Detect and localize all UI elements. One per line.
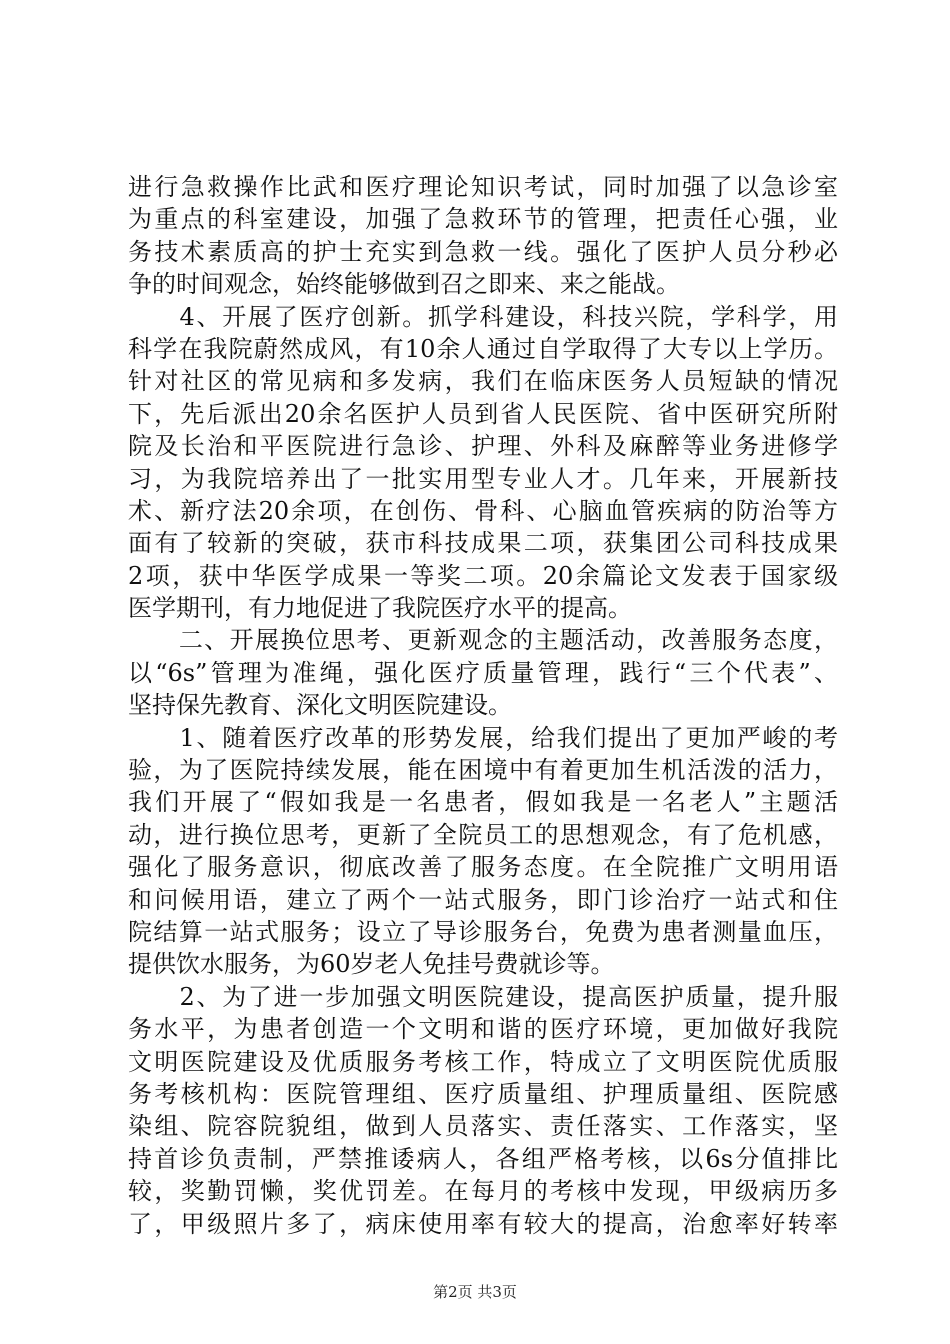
text-line: 和问候用语，建立了两个一站式服务，即门诊治疗一站式和住 xyxy=(128,885,838,914)
text-line: 提供饮水服务，为60岁老人免挂号费就诊等。 xyxy=(128,950,615,979)
text-line: 坚持保先教育、深化文明医院建设。 xyxy=(128,691,512,720)
text-line: 2、为了进一步加强文明医院建设，提高医护质量，提升服 xyxy=(128,982,838,1011)
text-line: 文明医院建设及优质服务考核工作，特成立了文明医院优质服 xyxy=(128,1047,838,1076)
text-line: 面有了较新的突破，获市科技成果二项，获集团公司科技成果 xyxy=(128,529,838,558)
text-line: 强化了服务意识，彻底改善了服务态度。在全院推广文明用语 xyxy=(128,853,838,882)
text-line: 争的时间观念，始终能够做到召之即来、来之能战。 xyxy=(128,270,680,299)
text-line: 务水平，为患者创造一个文明和谐的医疗环境，更加做好我院 xyxy=(128,1015,838,1044)
text-line: 院及长治和平医院进行急诊、护理、外科及麻醉等业务进修学 xyxy=(128,432,838,461)
text-line: 较，奖勤罚懒，奖优罚差。在每月的考核中发现，甲级病历多 xyxy=(128,1177,838,1206)
body-text xyxy=(128,171,838,1240)
text-line: 医学期刊，有力地促进了我院医疗水平的提高。 xyxy=(128,594,632,623)
text-line: 我们开展了“假如我是一名患者，假如我是一名老人”主题活 xyxy=(128,788,838,817)
text-line: 持首诊负责制，严禁推诿病人，各组严格考核，以6s分值排比 xyxy=(128,1144,838,1173)
text-line: 针对社区的常见病和多发病，我们在临床医务人员短缺的情况 xyxy=(128,367,838,396)
text-line: 为重点的科室建设，加强了急救环节的管理，把责任心强，业 xyxy=(128,205,838,234)
text-line: 科学在我院蔚然成风，有10余人通过自学取得了大专以上学历。 xyxy=(128,334,838,363)
text-line: 院结算一站式服务；设立了导诊服务台，免费为患者测量血压， xyxy=(128,917,838,946)
text-line: 务技术素质高的护士充实到急救一线。强化了医护人员分秒必 xyxy=(128,237,838,266)
page-footer: 第2页 共3页 xyxy=(433,1283,517,1301)
text-line: 务考核机构：医院管理组、医疗质量组、护理质量组、医院感 xyxy=(128,1079,838,1108)
text-line: 二、开展换位思考、更新观念的主题活动，改善服务态度， xyxy=(128,626,838,655)
text-line: 了，甲级照片多了，病床使用率有较大的提高，治愈率好转率 xyxy=(128,1209,838,1238)
text-line: 1、随着医疗改革的形势发展，给我们提出了更加严峻的考 xyxy=(128,723,838,752)
text-line: 验，为了医院持续发展，能在困境中有着更加生机活泼的活力， xyxy=(128,756,838,785)
text-line: 术、新疗法20余项，在创伤、骨科、心脑血管疾病的防治等方 xyxy=(128,496,838,525)
text-line: 习，为我院培养出了一批实用型专业人才。几年来，开展新技 xyxy=(128,464,838,493)
text-line: 染组、院容院貌组，做到人员落实、责任落实、工作落实，坚 xyxy=(128,1112,838,1141)
text-line: 以“6s”管理为准绳，强化医疗质量管理，践行“三个代表”、 xyxy=(128,658,838,687)
text-line: 4、开展了医疗创新。抓学科建设，科技兴院，学科学，用 xyxy=(128,302,838,331)
text-line: 2项，获中华医学成果一等奖二项。20余篇论文发表于国家级 xyxy=(128,561,838,590)
text-line: 下，先后派出20余名医护人员到省人民医院、省中医研究所附 xyxy=(128,399,838,428)
text-line: 进行急救操作比武和医疗理论知识考试，同时加强了以急诊室 xyxy=(128,173,838,201)
text-line: 动，进行换位思考，更新了全院员工的思想观念，有了危机感， xyxy=(128,820,838,849)
